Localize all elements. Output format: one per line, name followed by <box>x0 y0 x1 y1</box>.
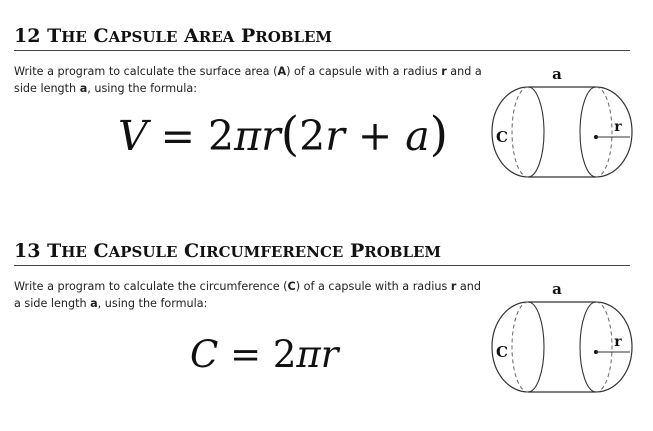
section-heading: 12 THE CAPSULE AREA PROBLEM <box>14 25 333 47</box>
section-capsule-circumference <box>0 215 653 431</box>
label-c: C <box>496 343 508 361</box>
label-r: r <box>614 334 622 350</box>
section-capsule-area <box>0 0 653 215</box>
left-ellipse-back <box>512 302 528 392</box>
problem-description: Write a program to calculate the circumference (C) of a capsule with a radius r and a side length a, using the formula: <box>14 280 481 310</box>
label-a: a <box>552 65 562 83</box>
right-ellipse-back <box>596 302 612 392</box>
circumference-formula: C = 2πr <box>190 333 339 376</box>
surface-area-formula: V = 2πr(2r + a) <box>118 107 449 162</box>
capsule-outline <box>492 302 632 392</box>
capsule-diagram <box>470 65 640 195</box>
heading-rule <box>14 50 630 51</box>
label-c: C <box>496 128 508 146</box>
right-ellipse-back <box>596 87 612 177</box>
label-r: r <box>614 119 622 135</box>
right-ellipse-front <box>580 302 596 392</box>
left-ellipse-front <box>528 87 544 177</box>
section-number: 13 <box>14 240 41 262</box>
section-heading: 13 THE CAPSULE CIRCUMFERENCE PROBLEM <box>14 240 442 262</box>
problem-description: Write a program to calculate the surface area (A) of a capsule with a radius r and a side length a, using the formula: <box>14 65 482 95</box>
right-ellipse-front <box>580 87 596 177</box>
heading-rule <box>14 265 630 266</box>
left-ellipse-back <box>512 87 528 177</box>
capsule-diagram <box>470 280 640 410</box>
section-number: 12 <box>14 25 41 47</box>
left-ellipse-front <box>528 302 544 392</box>
capsule-outline <box>492 87 632 177</box>
label-a: a <box>552 280 562 298</box>
